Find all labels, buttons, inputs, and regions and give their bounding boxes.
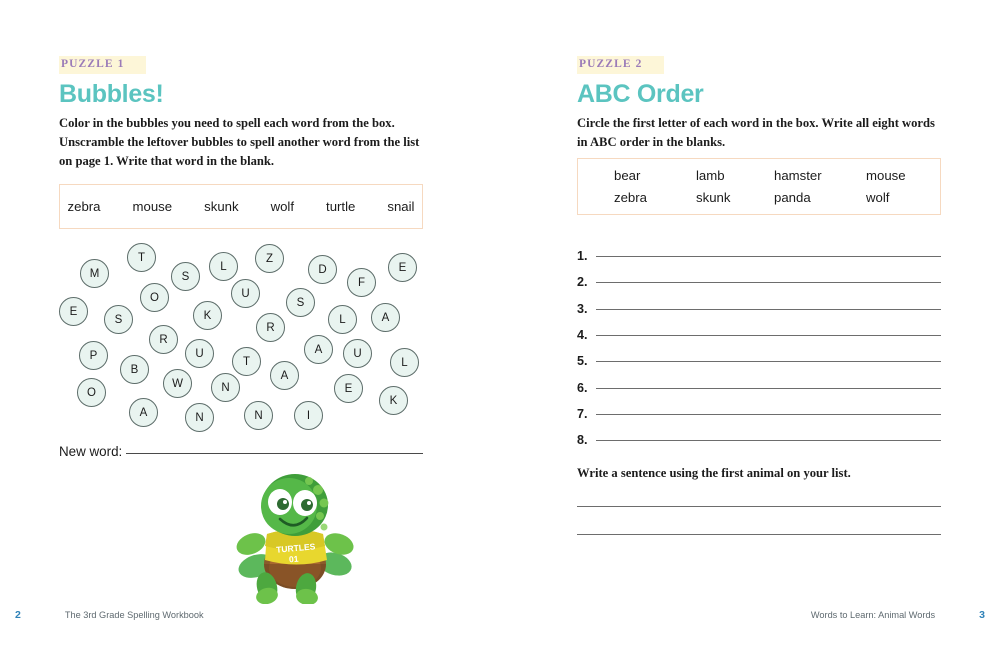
answer-line-row — [577, 381, 941, 395]
word-bank-item: bear — [614, 168, 641, 183]
answer-line-row — [577, 275, 941, 289]
sentence-line-1[interactable] — [577, 506, 941, 507]
letter-bubble[interactable]: Z — [255, 244, 284, 273]
letter-bubble[interactable]: L — [328, 305, 357, 334]
letter-bubble[interactable]: E — [388, 253, 417, 282]
letter-bubble-field — [59, 243, 423, 430]
puzzle-2-instructions: Circle the first letter of each word in the box. Write all eight words in ABC order in the blanks. — [577, 116, 935, 150]
answer-line-input[interactable] — [596, 256, 941, 257]
answer-line-row — [577, 407, 941, 421]
letter-bubble[interactable]: S — [171, 262, 200, 291]
right-page — [500, 0, 1000, 647]
jersey-text: TURTLES — [275, 541, 316, 555]
puzzle-1-eyebrow-label: PUZZLE 1 — [59, 56, 146, 74]
page-number-right: 3 — [979, 609, 985, 621]
answer-line-input[interactable] — [596, 335, 941, 336]
word-bank-item: lamb — [696, 168, 725, 183]
puzzle-2-title: ABC Order — [577, 80, 704, 108]
footer-right — [811, 609, 985, 621]
letter-bubble[interactable]: R — [256, 313, 285, 342]
sentence-prompt: Write a sentence using the first animal on your list. — [577, 466, 851, 480]
answer-line-number: 1. — [577, 249, 588, 263]
new-word-row — [59, 444, 423, 459]
letter-bubble[interactable]: K — [379, 386, 408, 415]
word-bank-item: hamster — [774, 168, 822, 183]
word-bank-item: zebra — [614, 190, 647, 205]
puzzle-2-word-bank — [577, 158, 941, 215]
word-bank-item: zebra — [67, 199, 101, 214]
letter-bubble[interactable]: O — [77, 378, 106, 407]
answer-line-input[interactable] — [596, 388, 941, 389]
puzzle-1-title: Bubbles! — [59, 80, 164, 108]
letter-bubble[interactable]: S — [286, 288, 315, 317]
letter-bubble[interactable]: I — [294, 401, 323, 430]
answer-line-number: 8. — [577, 433, 588, 448]
turtle-mascot-illustration — [234, 472, 356, 604]
letter-bubble[interactable]: P — [79, 341, 108, 370]
letter-bubble[interactable]: A — [129, 398, 158, 427]
answer-line-input[interactable] — [596, 414, 941, 415]
word-bank-item: mouse — [866, 168, 906, 183]
answer-line-number: 5. — [577, 354, 588, 369]
word-bank-item: snail — [387, 199, 415, 214]
answer-line-input[interactable] — [596, 440, 941, 441]
puzzle-2-eyebrow-label: PUZZLE 2 — [577, 56, 664, 74]
answer-line-input[interactable] — [596, 361, 941, 362]
letter-bubble[interactable]: E — [59, 297, 88, 326]
letter-bubble[interactable]: A — [270, 361, 299, 390]
new-word-input-line[interactable] — [126, 453, 423, 454]
word-bank-item: wolf — [270, 199, 295, 214]
letter-bubble[interactable]: A — [371, 303, 400, 332]
answer-line-number: 2. — [577, 275, 588, 290]
letter-bubble[interactable]: L — [390, 348, 419, 377]
word-bank-row — [52, 199, 431, 214]
sentence-line-2[interactable] — [577, 534, 941, 535]
answer-line-number: 4. — [577, 327, 588, 342]
letter-bubble[interactable]: D — [308, 255, 337, 284]
word-bank-item: mouse — [132, 199, 173, 214]
answer-line-number: 3. — [577, 301, 588, 316]
letter-bubble[interactable]: O — [140, 283, 169, 312]
puzzle-2-eyebrow — [577, 55, 664, 74]
jersey-number: 01 — [288, 553, 299, 565]
letter-bubble[interactable]: R — [149, 325, 178, 354]
letter-bubble[interactable]: T — [127, 243, 156, 272]
letter-bubble[interactable]: U — [231, 279, 260, 308]
letter-bubble[interactable]: S — [104, 305, 133, 334]
letter-bubble[interactable]: E — [334, 374, 363, 403]
letter-bubble[interactable]: U — [343, 339, 372, 368]
letter-bubble[interactable]: W — [163, 369, 192, 398]
answer-line-row — [577, 328, 941, 342]
answer-line-row — [577, 433, 941, 447]
letter-bubble[interactable]: N — [244, 401, 273, 430]
letter-bubble[interactable]: N — [185, 403, 214, 432]
word-bank-item: skunk — [696, 190, 731, 205]
letter-bubble[interactable]: L — [209, 252, 238, 281]
letter-bubble[interactable]: A — [304, 335, 333, 364]
footer-left-text: The 3rd Grade Spelling Workbook — [64, 610, 204, 620]
letter-bubble[interactable]: M — [80, 259, 109, 288]
answer-line-row — [577, 354, 941, 368]
answer-line-number: 6. — [577, 380, 588, 395]
letter-bubble[interactable]: K — [193, 301, 222, 330]
word-bank-grid — [614, 168, 940, 205]
word-bank-item: wolf — [866, 190, 890, 205]
answer-line-row — [577, 302, 941, 316]
answer-line-number: 7. — [577, 406, 588, 421]
answer-line-input[interactable] — [596, 309, 941, 310]
footer-right-text: Words to Learn: Animal Words — [810, 610, 936, 620]
letter-bubble[interactable]: F — [347, 268, 376, 297]
puzzle-1-word-bank — [59, 184, 423, 229]
page-number-left: 2 — [15, 609, 21, 621]
letter-bubble[interactable]: U — [185, 339, 214, 368]
letter-bubble[interactable]: B — [120, 355, 149, 384]
answer-line-row — [577, 249, 941, 263]
answer-line-input[interactable] — [596, 282, 941, 283]
word-bank-item: turtle — [326, 199, 356, 214]
word-bank-item: panda — [774, 190, 811, 205]
letter-bubble[interactable]: N — [211, 373, 240, 402]
puzzle-1-instructions: Color in the bubbles you need to spell each word from the box. Unscramble the leftover bubbles to spell another word from the list on page 1. Write that word in the blank. — [59, 116, 420, 169]
new-word-label: New word: — [59, 444, 123, 459]
puzzle-1-eyebrow — [59, 55, 146, 74]
footer-left — [15, 609, 204, 621]
word-bank-item: skunk — [204, 199, 239, 214]
letter-bubble[interactable]: T — [232, 347, 261, 376]
